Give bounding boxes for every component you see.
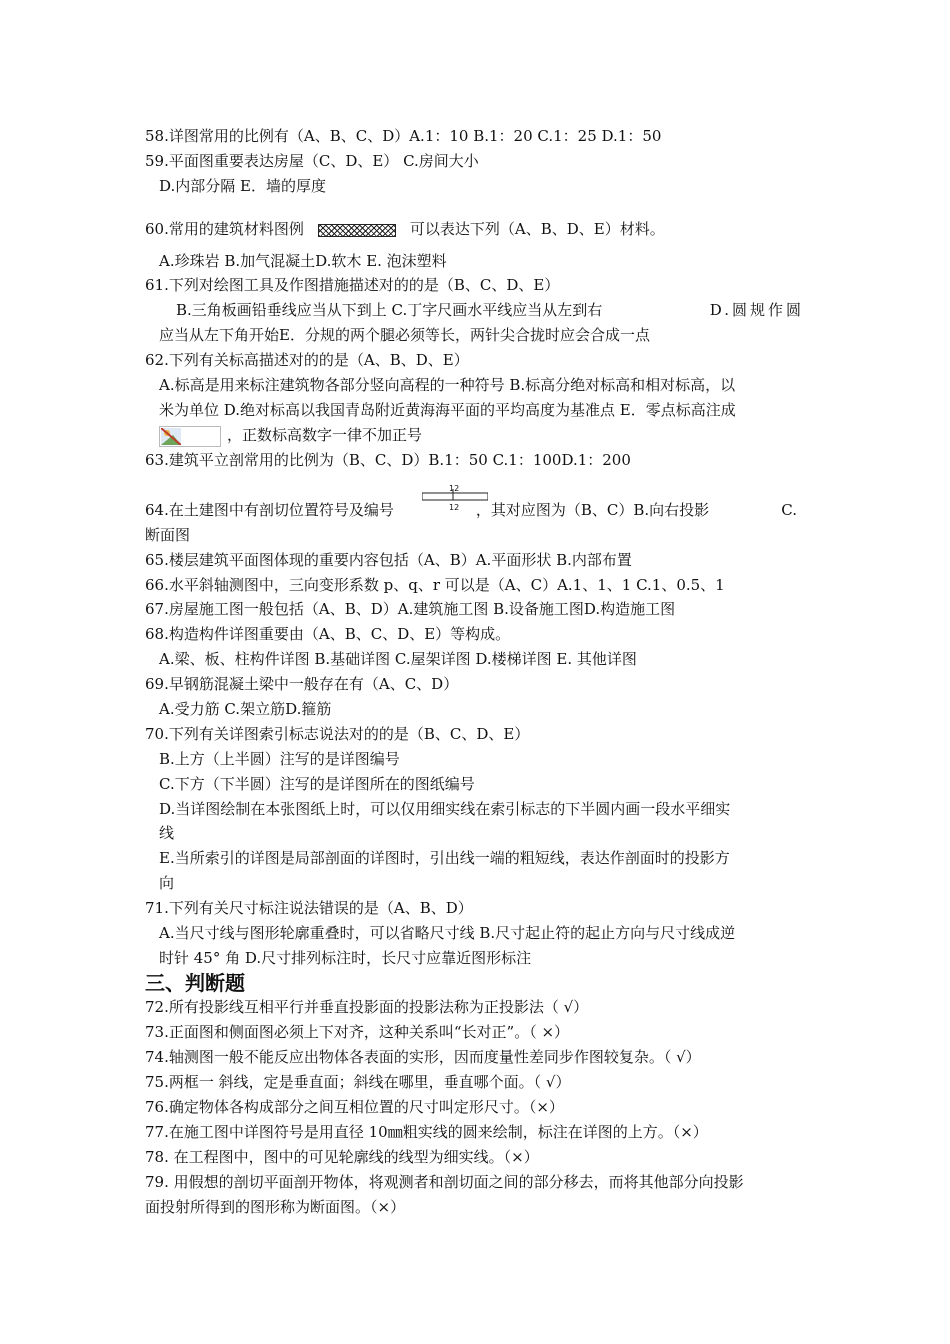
question-60-stem: 60.常用的建筑材料图例 <box>145 220 304 238</box>
question-61-option-d: D.圆规作圆 <box>709 301 804 319</box>
question-60-tail: 可以表达下列（A、B、D、E）材料。 <box>409 220 665 238</box>
question-79-cont: 面投射所得到的图形称为断面图。（×） <box>145 1198 406 1216</box>
question-59-options: D.内部分隔 E．墙的厚度 <box>159 177 326 195</box>
question-66: 66.水平斜轴测图中，三向变形系数 p、q、r 可以是（A、C）A.1、1、1 C.1、0.5、1 <box>145 576 725 594</box>
question-71: 71.下列有关尺寸标注说法错误的是（A、B、D） <box>145 899 473 917</box>
material-hatch-icon <box>318 224 396 237</box>
question-64-stem-wrap <box>145 500 709 520</box>
question-69-options: A.受力筋 C.架立筋D.箍筋 <box>159 700 332 718</box>
elevation-symbol-icon <box>159 426 221 447</box>
question-71-option-a: A.当尺寸线与图形轮廓重叠时，可以省略尺寸线 B.尺寸起止符的起止方向与尺寸线成逆 <box>159 924 736 942</box>
question-70-option-d-cont: 线 <box>159 824 175 842</box>
question-73: 73.正面图和侧面图必须上下对齐，这种关系叫“长对正”。（ ×） <box>145 1023 570 1041</box>
question-72: 72.所有投影线互相平行并垂直投影面的投影法称为正投影法（ √） <box>145 998 589 1016</box>
question-70-option-d: D.当详图绘制在本张图纸上时，可以仅用细实线在索引标志的下半圆内画一段水平细实 <box>159 800 731 818</box>
question-61: 61.下列对绘图工具及作图措施描述对的的是（B、C、D、E） <box>145 276 560 294</box>
question-68: 68.构造构件详图重要由（A、B、C、D、E）等构成。 <box>145 625 511 643</box>
question-62-option-a: A.标高是用来标注建筑物各部分竖向高程的一种符号 B.标高分绝对标高和相对标高，以 <box>159 376 736 394</box>
question-63: 63.建筑平立剖常用的比例为（B、C、D）B.1：50 C.1：100D.1：200 <box>145 451 631 469</box>
question-62-tail: ，正数标高数字一律不加正号 <box>227 426 423 444</box>
question-62-option-d: 米为单位 D.绝对标高以我国青岛附近黄海海平面的平均高度为基准点 E．零点标高注成 <box>159 401 736 419</box>
question-75: 75.两框一 斜线，定是垂直面；斜线在哪里，垂直哪个面。（ √） <box>145 1073 571 1091</box>
question-59: 59.平面图重要表达房屋（C、D、E） C.房间大小 <box>145 152 479 170</box>
question-62-option-e <box>159 425 810 447</box>
question-64 <box>145 500 797 520</box>
question-61-options-1 <box>176 300 804 320</box>
question-70-option-e: E.当所索引的详图是局部剖面的详图时，引出线一端的粗短线，表达作剖面时的投影方 <box>159 849 730 867</box>
question-70: 70.下列有关详图索引标志说法对的的是（B、C、D、E） <box>145 725 530 743</box>
question-71-option-d: 时针 45° 角 D.尺寸排列标注时，长尺寸应靠近图形标注 <box>159 949 532 967</box>
question-70-option-b: B.上方（上半圆）注写的是详图编号 <box>159 750 400 768</box>
question-69: 69.早钢筋混凝土梁中一般存在有（A、C、D） <box>145 675 459 693</box>
section-label-bottom: 12 <box>449 503 460 512</box>
question-64-cont: 断面图 <box>145 526 191 544</box>
question-64-option-c: C. <box>781 501 797 519</box>
question-76: 76.确定物体各构成部分之间互相位置的尺寸叫定形尺寸。（×） <box>145 1098 564 1116</box>
question-67: 67.房屋施工图一般包括（A、B、D）A.建筑施工图 B.设备施工图D.构造施工图 <box>145 600 676 618</box>
question-61-options-2: 应当从左下角开始E．分规的两个腿必须等长，两针尖合拢时应会合成一点 <box>159 326 650 344</box>
question-62: 62.下列有关标高描述对的的是（A、B、D、E） <box>145 351 469 369</box>
question-61-option-bc: B.三角板画铅垂线应当从下到上 C.丁字尺画水平线应当从左到右 <box>176 301 603 319</box>
question-60 <box>145 219 810 239</box>
question-77: 77.在施工图中详图符号是用直径 10㎜粗实线的圆来绘制，标注在详图的上方。（×） <box>145 1123 708 1141</box>
question-70-option-c: C.下方（下半圆）注写的是详图所在的图纸编号 <box>159 775 475 793</box>
question-60-options: A.珍珠岩 B.加气混凝土D.软木 E. 泡沫塑料 <box>159 252 447 270</box>
section-heading-true-false: 三、判断题 <box>145 971 245 995</box>
question-68-options: A.梁、板、柱构件详图 B.基础详图 C.屋架详图 D.楼梯详图 E. 其他详图 <box>159 650 637 668</box>
question-79: 79. 用假想的剖切平面剖开物体，将观测者和剖切面之间的部分移去，而将其他部分向投影 <box>145 1173 744 1191</box>
question-64-stem: 64.在土建图中有剖切位置符号及编号 <box>145 501 394 519</box>
question-74: 74.轴测图一般不能反应出物体各表面的实形，因而度量性差同步作图较复杂。（ √） <box>145 1048 701 1066</box>
question-64-tail: ，其对应图为（B、C）B.向右投影 <box>475 501 710 519</box>
question-58: 58.详图常用的比例有（A、B、C、D）A.1：10 B.1：20 C.1：25 D.1：50 <box>145 127 662 145</box>
section-label-top: 12 <box>449 484 460 493</box>
question-65: 65.楼层建筑平面图体现的重要内容包括（A、B）A.平面形状 B.内部布置 <box>145 551 632 569</box>
question-70-option-e-cont: 向 <box>159 874 175 892</box>
question-78: 78. 在工程图中，图中的可见轮廓线的线型为细实线。（×） <box>145 1148 539 1166</box>
